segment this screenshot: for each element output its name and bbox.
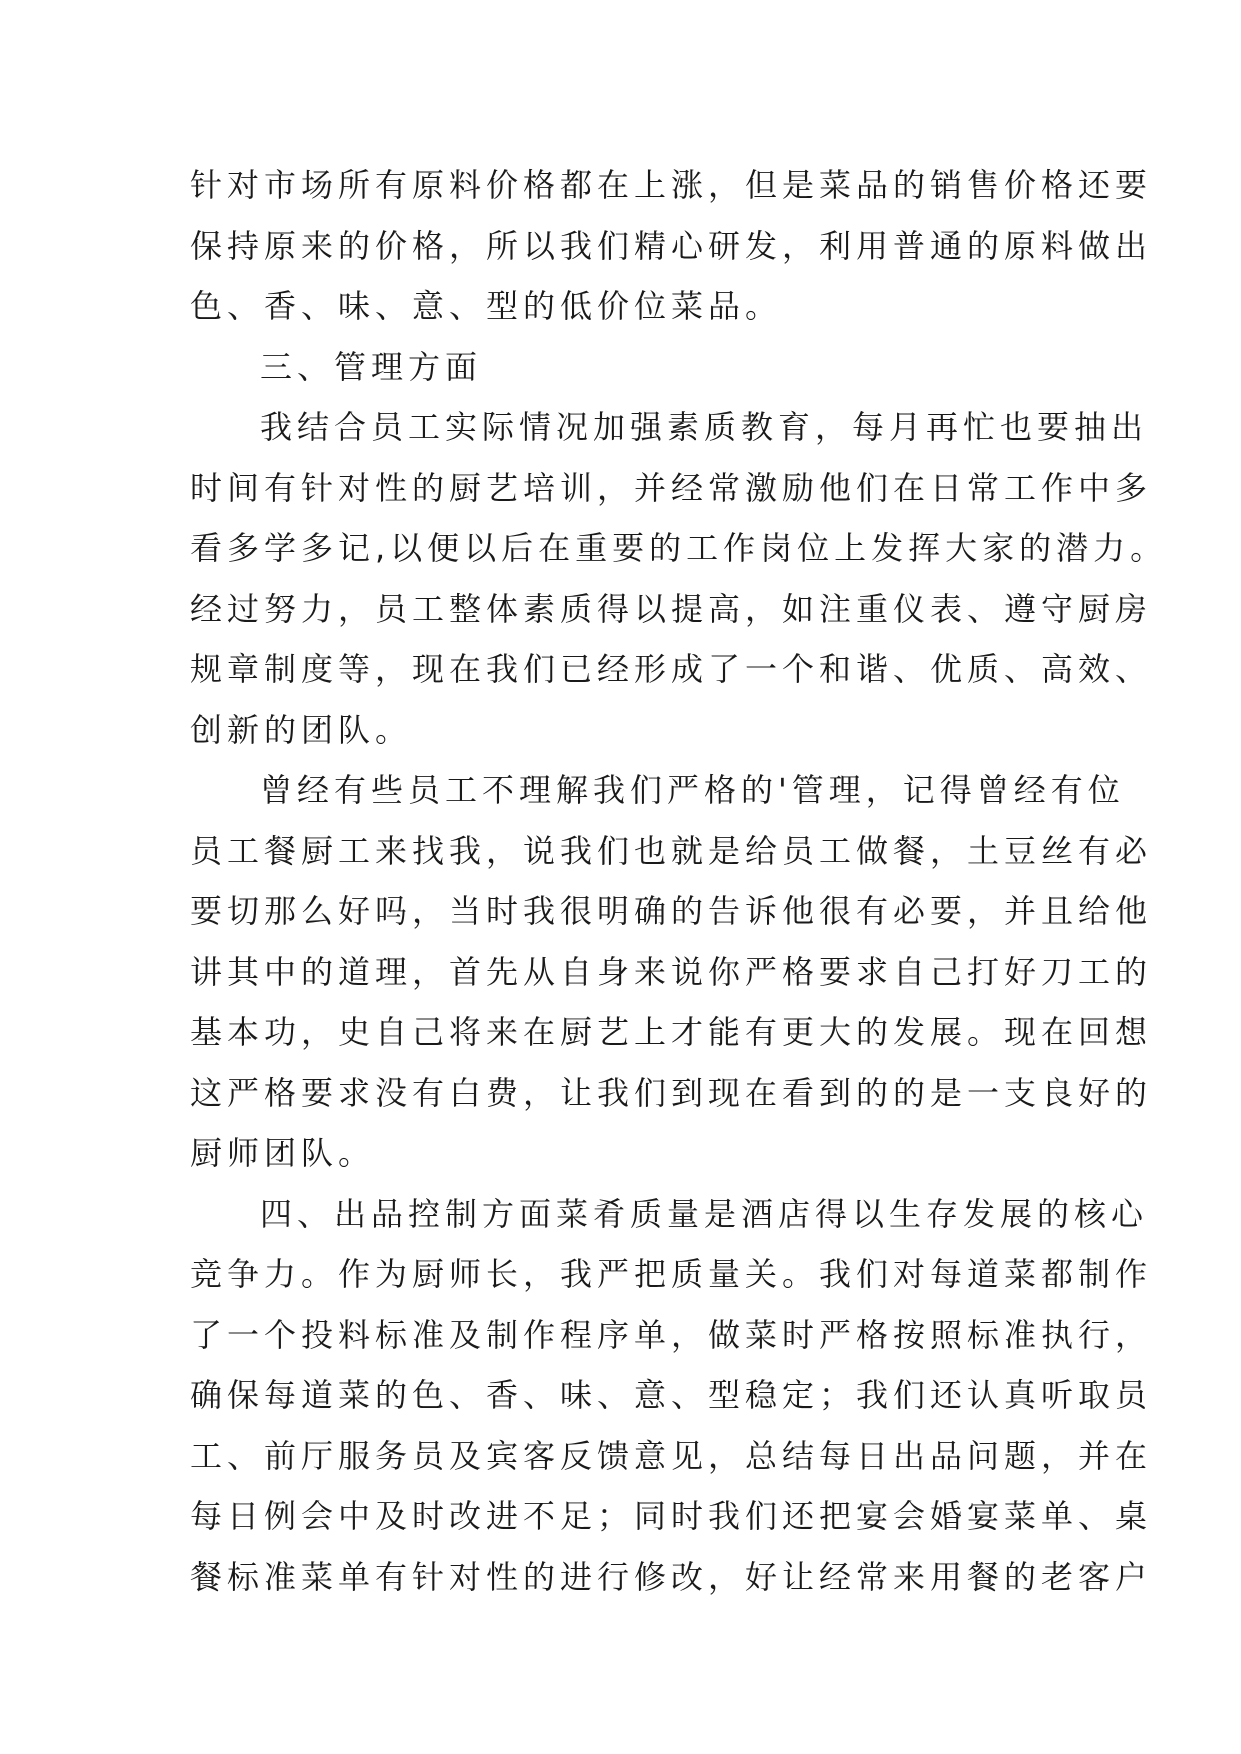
text-line: 员工餐厨工来找我，说我们也就是给员工做餐，土豆丝有必 — [190, 831, 1153, 870]
text-line: 曾经有些员工不理解我们严格的'管理，记得曾经有位 — [260, 771, 1125, 809]
text-line: 每日例会中及时改进不足；同时我们还把宴会婚宴菜单、桌 — [190, 1497, 1153, 1535]
text-line: 保持原来的价格，所以我们精心研发，利用普通的原料做出 — [190, 226, 1153, 265]
text-line: 工、前厅服务员及宾客反馈意见，总结每日出品问题，并在 — [190, 1436, 1153, 1475]
text-line: 要切那么好吗，当时我很明确的告诉他很有必要，并且给他 — [190, 892, 1153, 930]
text-line: 时间有针对性的厨艺培训，并经常激励他们在日常工作中多 — [190, 468, 1153, 507]
text-line: 讲其中的道理，首先从自身来说你严格要求自己打好刀工的 — [190, 952, 1153, 991]
text-line: 创新的团队。 — [190, 710, 413, 749]
text-line: 确保每道菜的色、香、味、意、型稳定；我们还认真听取员 — [190, 1376, 1153, 1414]
text-line: 了一个投料标准及制作程序单，做菜时严格按照标准执行， — [190, 1315, 1153, 1354]
text-line: 竞争力。作为厨师长，我严把质量关。我们对每道菜都制作 — [190, 1255, 1153, 1293]
document-body — [190, 155, 1168, 1607]
text-line: 这严格要求没有白费，让我们到现在看到的的是一支良好的 — [190, 1073, 1153, 1112]
text-line: 色、香、味、意、型的低价位菜品。 — [190, 287, 783, 325]
text-line: 厨师团队。 — [190, 1134, 376, 1172]
text-line: 餐标准菜单有针对性的进行修改，好让经常来用餐的老客户 — [190, 1557, 1153, 1596]
section-heading: 四、出品控制方面菜肴质量是酒店得以生存发展的核心 — [260, 1194, 1149, 1233]
text-line: 针对市场所有原料价格都在上涨，但是菜品的销售价格还要 — [190, 166, 1153, 204]
text-line: 规章制度等，现在我们已经形成了一个和谐、优质、高效、 — [190, 650, 1153, 688]
text-line: 经过努力，员工整体素质得以提高，如注重仪表、遵守厨房 — [190, 589, 1153, 628]
text-line: 我结合员工实际情况加强素质教育，每月再忙也要抽出 — [260, 408, 1149, 446]
text-line: 基本功，史自己将来在厨艺上才能有更大的发展。现在回想 — [190, 1013, 1153, 1051]
section-heading: 三、管理方面 — [260, 347, 483, 386]
text-line: 看多学多记,以便以后在重要的工作岗位上发挥大家的潜力。 — [190, 529, 1168, 567]
